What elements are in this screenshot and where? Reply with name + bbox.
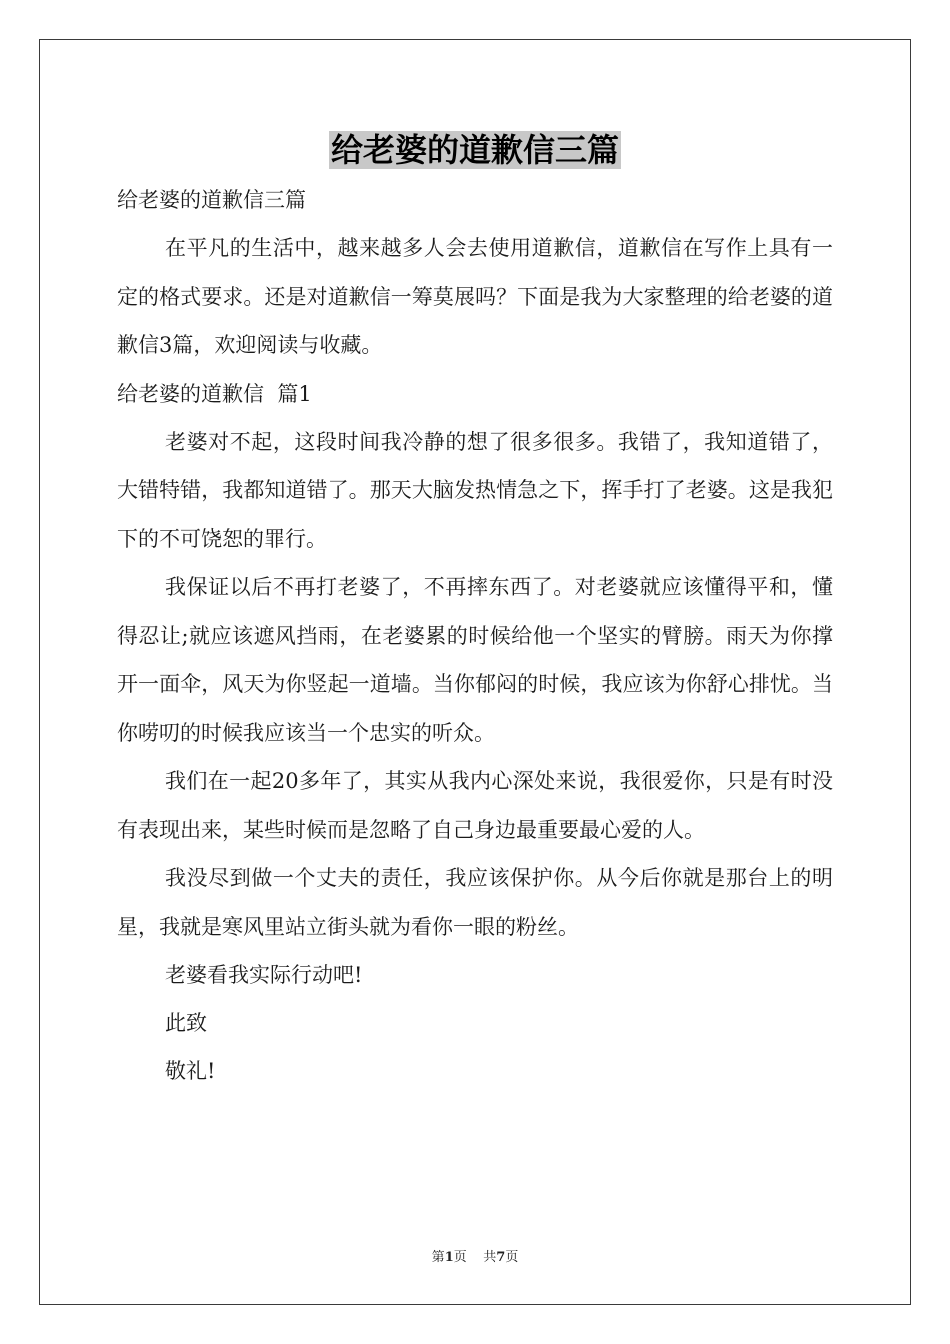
body-paragraph-2: 我保证以后不再打老婆了，不再摔东西了。对老婆就应该懂得平和，懂得忍让;就应该遮风挡雨，在老婆累的时候给他一个坚实的臂膀。雨天为你撑开一面伞，风天为你竖起一道墙。当你郁闷的时候，我应该为你舒心排忧。当你唠叨的时候我应该当一个忠实的听众。 xyxy=(117,575,833,745)
page-suffix: 页 xyxy=(505,1250,519,1265)
body-paragraph-3: 我们在一起20多年了，其实从我内心深处来说，我很爱你，只是有时没有表现出来，某些时候而是忽略了自己身边最重要最心爱的人。 xyxy=(117,769,833,842)
document-title-text: 给老婆的道歉信三篇 xyxy=(330,131,619,169)
body-paragraph-1: 老婆对不起，这段时间我冷静的想了很多很多。我错了，我知道错了，大错特错，我都知道错了。那天大脑发热情急之下，挥手打了老婆。这是我犯下的不可饶恕的罪行。 xyxy=(117,429,833,551)
body-paragraph-4: 我没尽到做一个丈夫的责任，我应该保护你。从今后你就是那台上的明星，我就是寒风里站立街头就为看你一眼的粉丝。 xyxy=(117,866,833,939)
page-mid: 页 共 xyxy=(453,1250,497,1265)
page-total: 7 xyxy=(496,1250,506,1265)
section-heading: 给老婆的道歉信 篇1 xyxy=(117,381,312,406)
page-prefix: 第 xyxy=(431,1250,445,1265)
salutation-jingli: 敬礼! xyxy=(165,1059,216,1083)
page-footer xyxy=(0,1246,950,1265)
salutation-zhizhi: 此致 xyxy=(165,1011,207,1035)
closing-line: 老婆看我实际行动吧! xyxy=(165,963,363,987)
intro-paragraph: 在平凡的生活中，越来越多人会去使用道歉信，道歉信在写作上具有一定的格式要求。还是对道歉信一筹莫展吗？下面是我为大家整理的给老婆的道歉信3篇，欢迎阅读与收藏。 xyxy=(117,236,833,357)
document-title xyxy=(0,126,950,174)
page-current: 1 xyxy=(444,1250,454,1265)
document-body xyxy=(117,176,833,1095)
subtitle: 给老婆的道歉信三篇 xyxy=(117,188,306,212)
